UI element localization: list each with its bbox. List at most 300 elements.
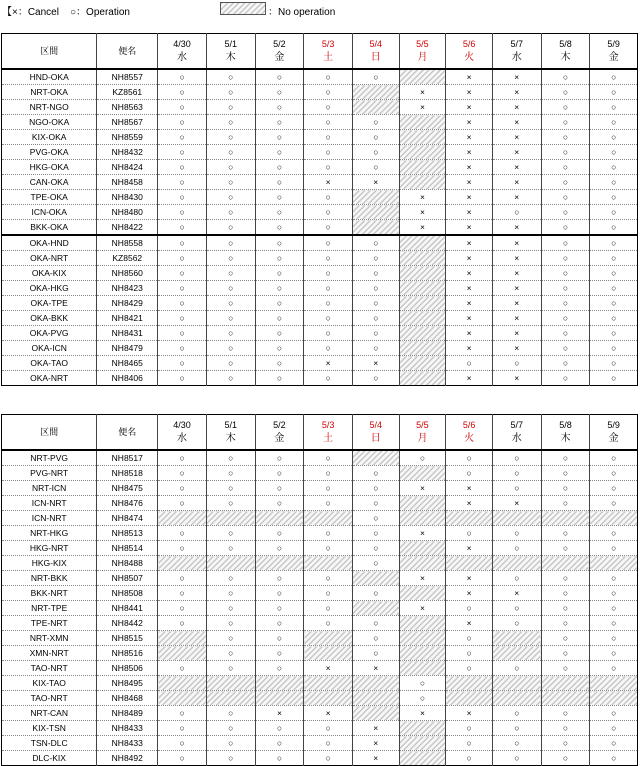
status-operation: ○ [446, 736, 493, 751]
legend-no-operation-swatch [220, 2, 266, 15]
status-operation: ○ [304, 220, 353, 236]
status-no-operation [399, 661, 446, 676]
status-operation: ○ [255, 281, 304, 296]
route-cell: HKG-KIX [2, 556, 97, 571]
status-no-operation [352, 100, 399, 115]
route-cell: OKA-BKK [2, 311, 97, 326]
table-row [2, 706, 638, 721]
status-operation: ○ [206, 85, 255, 100]
route-cell: OKA-HND [2, 235, 97, 251]
status-cancel: × [492, 281, 541, 296]
date-header [446, 34, 493, 70]
status-operation: ○ [158, 616, 207, 631]
status-operation: ○ [352, 371, 399, 386]
route-cell: ICN-NRT [2, 511, 97, 526]
flight-number-cell: NH8560 [97, 266, 158, 281]
flight-number-cell: NH8423 [97, 281, 158, 296]
status-cancel: × [492, 130, 541, 145]
status-cancel: × [304, 706, 353, 721]
table-row [2, 205, 638, 220]
status-operation: ○ [255, 175, 304, 190]
status-cancel: × [492, 175, 541, 190]
date-label: 5/5 [416, 420, 429, 430]
status-no-operation [158, 511, 207, 526]
table-row [2, 251, 638, 266]
status-operation: ○ [255, 160, 304, 175]
status-operation: ○ [206, 481, 255, 496]
status-no-operation [352, 450, 399, 466]
weekday-label: 火 [464, 433, 475, 444]
status-operation: ○ [158, 586, 207, 601]
date-header [158, 415, 207, 451]
date-header [304, 34, 353, 70]
status-operation: ○ [158, 356, 207, 371]
status-cancel: × [352, 721, 399, 736]
status-operation: ○ [255, 251, 304, 266]
status-operation: ○ [158, 326, 207, 341]
status-operation: ○ [590, 661, 638, 676]
status-no-operation [399, 281, 446, 296]
status-operation: ○ [206, 751, 255, 766]
status-operation: ○ [492, 481, 541, 496]
status-operation: ○ [158, 481, 207, 496]
status-operation: ○ [590, 450, 638, 466]
status-operation: ○ [158, 751, 207, 766]
status-operation: ○ [255, 616, 304, 631]
status-operation: ○ [206, 205, 255, 220]
weekday-label: 水 [177, 52, 188, 63]
table-row [2, 691, 638, 706]
status-no-operation [399, 266, 446, 281]
table-row [2, 541, 638, 556]
status-operation: ○ [590, 130, 638, 145]
status-operation: ○ [304, 616, 353, 631]
status-operation: ○ [541, 326, 590, 341]
status-no-operation [304, 631, 353, 646]
status-operation: ○ [541, 571, 590, 586]
route-cell: OKA-PVG [2, 326, 97, 341]
status-cancel: × [492, 251, 541, 266]
table-row [2, 85, 638, 100]
schedule-table-international [1, 414, 638, 766]
flight-number-cell: NH8517 [97, 450, 158, 466]
status-no-operation [304, 511, 353, 526]
status-operation: ○ [304, 130, 353, 145]
status-cancel: × [399, 481, 446, 496]
status-cancel: × [446, 371, 493, 386]
status-operation: ○ [206, 601, 255, 616]
status-operation: ○ [492, 356, 541, 371]
table-row [2, 145, 638, 160]
status-operation: ○ [255, 466, 304, 481]
status-operation: ○ [206, 266, 255, 281]
date-label: 5/3 [321, 420, 335, 430]
date-label: 5/9 [607, 420, 620, 430]
status-no-operation [352, 601, 399, 616]
route-cell: TAO-NRT [2, 691, 97, 706]
status-operation: ○ [304, 736, 353, 751]
status-operation: ○ [352, 341, 399, 356]
status-cancel: × [492, 235, 541, 251]
status-operation: ○ [541, 311, 590, 326]
status-no-operation [158, 556, 207, 571]
flight-number-cell: NH8508 [97, 586, 158, 601]
table-row [2, 450, 638, 466]
status-cancel: × [446, 706, 493, 721]
status-cancel: × [352, 661, 399, 676]
status-operation: ○ [590, 526, 638, 541]
status-no-operation [206, 691, 255, 706]
date-header [590, 34, 638, 70]
status-operation: ○ [492, 721, 541, 736]
status-no-operation [399, 251, 446, 266]
status-operation: ○ [304, 160, 353, 175]
status-operation: ○ [206, 235, 255, 251]
flight-number-cell: NH8406 [97, 371, 158, 386]
status-no-operation [492, 646, 541, 661]
status-operation: ○ [590, 616, 638, 631]
status-operation: ○ [590, 356, 638, 371]
flight-number-cell: NH8492 [97, 751, 158, 766]
table-row [2, 646, 638, 661]
flight-number-cell: NH8479 [97, 341, 158, 356]
status-operation: ○ [158, 130, 207, 145]
flight-number-cell: NH8468 [97, 691, 158, 706]
status-operation: ○ [158, 145, 207, 160]
flight-number-cell: NH8442 [97, 616, 158, 631]
status-no-operation [399, 616, 446, 631]
status-operation: ○ [206, 706, 255, 721]
status-operation: ○ [541, 235, 590, 251]
status-operation: ○ [399, 691, 446, 706]
table-row [2, 311, 638, 326]
status-cancel: × [492, 100, 541, 115]
date-header [352, 34, 399, 70]
status-operation: ○ [590, 371, 638, 386]
status-operation: ○ [492, 736, 541, 751]
route-cell: TAO-NRT [2, 661, 97, 676]
flight-number-cell: NH8475 [97, 481, 158, 496]
status-no-operation [352, 85, 399, 100]
status-operation: ○ [304, 526, 353, 541]
status-operation: ○ [304, 341, 353, 356]
route-cell: HKG-NRT [2, 541, 97, 556]
status-operation: ○ [304, 205, 353, 220]
flight-number-cell: NH8488 [97, 556, 158, 571]
table-row [2, 511, 638, 526]
date-header [541, 34, 590, 70]
status-operation: ○ [255, 571, 304, 586]
table-row [2, 601, 638, 616]
date-header [255, 34, 304, 70]
status-cancel: × [492, 85, 541, 100]
status-operation: ○ [590, 251, 638, 266]
table-row [2, 616, 638, 631]
status-operation: ○ [590, 69, 638, 85]
status-operation: ○ [206, 571, 255, 586]
status-operation: ○ [541, 496, 590, 511]
status-no-operation [590, 511, 638, 526]
status-operation: ○ [255, 115, 304, 130]
status-cancel: × [446, 571, 493, 586]
status-no-operation [399, 511, 446, 526]
status-cancel: × [352, 175, 399, 190]
table-row [2, 496, 638, 511]
flight-number-cell: NH8474 [97, 511, 158, 526]
route-cell: OKA-ICN [2, 341, 97, 356]
status-no-operation [541, 676, 590, 691]
status-operation: ○ [541, 721, 590, 736]
status-operation: ○ [255, 85, 304, 100]
route-cell: KIX-TAO [2, 676, 97, 691]
status-operation: ○ [255, 586, 304, 601]
flight-number-cell: NH8421 [97, 311, 158, 326]
status-operation: ○ [158, 115, 207, 130]
status-operation: ○ [352, 481, 399, 496]
status-operation: ○ [492, 751, 541, 766]
status-operation: ○ [304, 100, 353, 115]
status-no-operation [492, 691, 541, 706]
route-cell: PVG-NRT [2, 466, 97, 481]
status-cancel: × [304, 661, 353, 676]
status-no-operation [399, 130, 446, 145]
status-operation: ○ [304, 466, 353, 481]
status-cancel: × [446, 115, 493, 130]
status-cancel: × [446, 541, 493, 556]
status-operation: ○ [206, 646, 255, 661]
status-operation: ○ [590, 160, 638, 175]
flight-number-cell: NH8465 [97, 356, 158, 371]
status-operation: ○ [206, 586, 255, 601]
status-operation: ○ [206, 311, 255, 326]
route-cell: NRT-NGO [2, 100, 97, 115]
status-operation: ○ [255, 190, 304, 205]
date-header [492, 34, 541, 70]
route-cell: OKA-HKG [2, 281, 97, 296]
table-row [2, 220, 638, 236]
status-cancel: × [492, 145, 541, 160]
table-row [2, 676, 638, 691]
date-header [446, 415, 493, 451]
status-operation: ○ [255, 721, 304, 736]
flight-number-cell: NH8432 [97, 145, 158, 160]
flight-number-cell: NH8433 [97, 736, 158, 751]
date-label: 5/6 [462, 39, 476, 49]
route-cell: OKA-NRT [2, 251, 97, 266]
route-cell: NRT-HKG [2, 526, 97, 541]
legend [0, 0, 640, 20]
header-row [2, 415, 638, 451]
status-no-operation [352, 571, 399, 586]
status-operation: ○ [158, 100, 207, 115]
status-operation: ○ [206, 496, 255, 511]
status-cancel: × [399, 100, 446, 115]
date-header [352, 415, 399, 451]
status-operation: ○ [492, 526, 541, 541]
status-operation: ○ [352, 646, 399, 661]
status-operation: ○ [206, 661, 255, 676]
status-operation: ○ [446, 466, 493, 481]
status-operation: ○ [590, 145, 638, 160]
weekday-label: 土 [323, 52, 334, 63]
status-operation: ○ [158, 220, 207, 236]
status-operation: ○ [206, 160, 255, 175]
status-cancel: × [446, 235, 493, 251]
status-no-operation [590, 676, 638, 691]
status-operation: ○ [352, 631, 399, 646]
status-operation: ○ [255, 311, 304, 326]
status-operation: ○ [590, 115, 638, 130]
status-cancel: × [304, 175, 353, 190]
status-operation: ○ [158, 235, 207, 251]
status-operation: ○ [304, 296, 353, 311]
status-operation: ○ [541, 736, 590, 751]
status-operation: ○ [158, 541, 207, 556]
flight-number-cell: NH8518 [97, 466, 158, 481]
status-operation: ○ [304, 571, 353, 586]
status-operation: ○ [590, 541, 638, 556]
status-operation: ○ [352, 616, 399, 631]
flight-number-cell: NH8441 [97, 601, 158, 616]
status-operation: ○ [206, 466, 255, 481]
status-no-operation [399, 235, 446, 251]
status-operation: ○ [255, 496, 304, 511]
status-operation: ○ [352, 281, 399, 296]
route-cell: NRT-TPE [2, 601, 97, 616]
status-operation: ○ [590, 496, 638, 511]
status-operation: ○ [158, 160, 207, 175]
status-operation: ○ [446, 601, 493, 616]
status-operation: ○ [446, 721, 493, 736]
status-cancel: × [352, 736, 399, 751]
status-operation: ○ [352, 496, 399, 511]
flight-number-cell: NH8424 [97, 160, 158, 175]
status-operation: ○ [541, 281, 590, 296]
status-operation: ○ [255, 341, 304, 356]
status-operation: ○ [352, 251, 399, 266]
status-operation: ○ [158, 190, 207, 205]
status-cancel: × [399, 601, 446, 616]
status-operation: ○ [255, 631, 304, 646]
status-no-operation [206, 556, 255, 571]
status-operation: ○ [492, 450, 541, 466]
status-operation: ○ [206, 526, 255, 541]
status-no-operation [255, 556, 304, 571]
route-header: 区間 [2, 34, 97, 70]
status-operation: ○ [399, 676, 446, 691]
flight-number-cell: NH8458 [97, 175, 158, 190]
flight-number-cell: NH8506 [97, 661, 158, 676]
route-cell: NRT-PVG [2, 450, 97, 466]
status-operation: ○ [492, 541, 541, 556]
status-operation: ○ [492, 616, 541, 631]
status-operation: ○ [304, 115, 353, 130]
route-cell: OKA-TAO [2, 356, 97, 371]
date-header [158, 34, 207, 70]
status-operation: ○ [590, 571, 638, 586]
status-operation: ○ [158, 496, 207, 511]
flight-number-cell: NH8557 [97, 69, 158, 85]
table-row [2, 556, 638, 571]
status-cancel: × [492, 586, 541, 601]
status-cancel: × [492, 115, 541, 130]
status-cancel: × [492, 69, 541, 85]
weekday-label: 土 [323, 433, 334, 444]
table-row [2, 326, 638, 341]
route-cell: HND-OKA [2, 69, 97, 85]
status-operation: ○ [352, 145, 399, 160]
status-no-operation [352, 676, 399, 691]
status-no-operation [352, 220, 399, 236]
status-operation: ○ [492, 205, 541, 220]
status-operation: ○ [158, 281, 207, 296]
status-cancel: × [446, 326, 493, 341]
status-operation: ○ [446, 631, 493, 646]
route-cell: XMN-NRT [2, 646, 97, 661]
status-no-operation [399, 160, 446, 175]
status-no-operation [255, 691, 304, 706]
status-no-operation [399, 115, 446, 130]
status-operation: ○ [590, 296, 638, 311]
status-operation: ○ [590, 311, 638, 326]
status-cancel: × [446, 69, 493, 85]
flight-number-cell: NH8515 [97, 631, 158, 646]
status-operation: ○ [255, 450, 304, 466]
status-operation: ○ [304, 190, 353, 205]
table-row [2, 115, 638, 130]
status-operation: ○ [590, 736, 638, 751]
status-operation: ○ [158, 721, 207, 736]
status-operation: ○ [590, 175, 638, 190]
table-row [2, 371, 638, 386]
date-label: 5/6 [462, 420, 476, 430]
status-operation: ○ [255, 266, 304, 281]
status-operation: ○ [590, 751, 638, 766]
date-header [206, 415, 255, 451]
status-no-operation [399, 356, 446, 371]
status-cancel: × [446, 266, 493, 281]
status-cancel: × [446, 190, 493, 205]
status-operation: ○ [206, 326, 255, 341]
status-no-operation [399, 631, 446, 646]
status-operation: ○ [304, 751, 353, 766]
route-cell: ICN-OKA [2, 205, 97, 220]
flight-number-cell: NH8495 [97, 676, 158, 691]
status-no-operation [399, 556, 446, 571]
status-operation: ○ [206, 541, 255, 556]
status-cancel: × [399, 571, 446, 586]
route-cell: TPE-OKA [2, 190, 97, 205]
status-operation: ○ [590, 100, 638, 115]
weekday-label: 月 [417, 52, 428, 63]
status-operation: ○ [304, 326, 353, 341]
status-cancel: × [446, 145, 493, 160]
weekday-label: 水 [511, 52, 522, 63]
route-cell: KIX-OKA [2, 130, 97, 145]
status-operation: ○ [206, 251, 255, 266]
status-no-operation [206, 676, 255, 691]
flight-number-cell: NH8567 [97, 115, 158, 130]
status-no-operation [399, 296, 446, 311]
status-no-operation [399, 541, 446, 556]
status-cancel: × [399, 220, 446, 236]
flight-number-cell: NH8480 [97, 205, 158, 220]
status-operation: ○ [352, 235, 399, 251]
status-operation: ○ [590, 586, 638, 601]
status-operation: ○ [158, 706, 207, 721]
weekday-label: 日 [370, 52, 381, 63]
status-operation: ○ [590, 481, 638, 496]
